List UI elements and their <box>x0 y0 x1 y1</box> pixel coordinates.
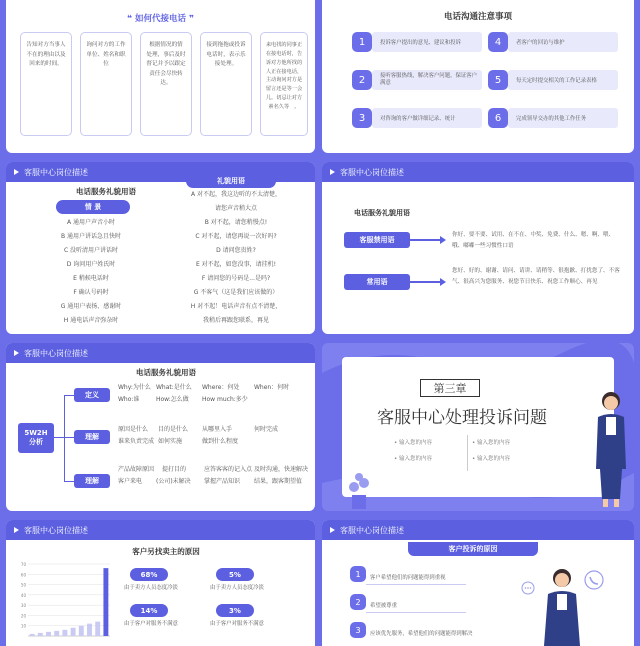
bar <box>38 633 43 636</box>
y-tick-label: 60 <box>20 572 26 578</box>
info-box: 告知对方当事人不在的理由以及回来的时间。 <box>20 32 72 136</box>
scenario-item: H 通电话声音弥杂时 <box>63 317 119 324</box>
scenario-item: D 询问用户姓氏时 <box>66 261 116 268</box>
bar <box>62 630 67 636</box>
scenario-item: G 通用户表扬、感谢时 <box>60 303 122 310</box>
connector <box>54 437 64 438</box>
slide-header: 客服中心岗位描述 <box>6 162 315 182</box>
note-item: 投诉客户提出的意见、建议和投诉 <box>372 32 482 52</box>
common-label: 常用语 <box>344 274 410 290</box>
slide-5w2h <box>6 343 315 511</box>
scenario-item: A 通用户声音小时 <box>66 219 115 226</box>
phrase-item: E 对不起，如您没事，请挂机! <box>195 261 277 268</box>
slide-title: 电话服务礼貌用语 <box>76 187 136 196</box>
note-item: 者客户的回访与维护 <box>508 32 618 52</box>
connector <box>64 437 74 438</box>
cell: 掌握产品知识 <box>204 478 241 485</box>
y-tick-label: 50 <box>20 582 26 588</box>
y-tick-label: 70 <box>20 562 26 567</box>
cell: How:怎么做 <box>156 396 189 403</box>
arrow-icon <box>440 236 446 244</box>
slide-header: 客服中心岗位描述 <box>6 343 315 363</box>
cell: 客户来电 <box>118 478 143 485</box>
slide-title: 电话沟通注意事项 <box>443 12 512 22</box>
cell: 应答客客的记入点 <box>204 466 253 473</box>
slide-polite-phrases <box>6 162 315 334</box>
cell: 及时沟通，快速解决 <box>254 466 309 473</box>
slide-title: ❝ 如何代接电话 ❞ <box>127 14 194 24</box>
stat-text: 由于卖方人员态度冷淡 <box>210 585 264 591</box>
reason-text: 希望被尊重 <box>370 603 397 609</box>
triangle-icon <box>14 527 19 533</box>
phrase-item: B 对不起，请您稍慢点! <box>204 219 268 226</box>
5w2h-box: 5W2H 分析 <box>18 423 54 453</box>
title-pill: 客户投诉的原因 <box>408 542 538 556</box>
note-item: 每天定时提交相关的工作记录表格 <box>508 70 618 90</box>
slide-title: 客户另找卖主的原因 <box>132 547 200 556</box>
phrase-item: 请您声音稍大点 <box>214 205 257 212</box>
cell: 做到什么程度 <box>202 438 239 445</box>
bar <box>54 631 59 636</box>
understand-label: 理解 <box>74 430 110 444</box>
arrow-line <box>410 239 440 241</box>
stat-pill: 14% <box>130 604 168 617</box>
slide-header: 客服中心岗位描述 <box>322 520 634 540</box>
cell: 何时完成 <box>254 426 279 433</box>
bullet: • 输入您的内容 <box>394 440 433 446</box>
forbidden-label: 客服禁用语 <box>344 232 410 248</box>
slide-phrase-rules <box>322 162 634 334</box>
cell: 目的是什么 <box>158 426 189 433</box>
bar <box>71 628 76 636</box>
note-item: 完成领导交办的其他工作任务 <box>508 108 618 128</box>
cell: 谁来负责完成 <box>118 438 155 445</box>
number-badge: 4 <box>488 32 508 52</box>
slide-chapter-3 <box>322 343 634 511</box>
cell: 原因是什么 <box>118 426 149 433</box>
underline <box>366 584 466 585</box>
bar <box>103 568 108 636</box>
cell: 产品故障原因 <box>118 466 155 473</box>
phrase-item: G 不客气（这是我们应该做的） <box>193 289 279 296</box>
number-badge: 5 <box>488 70 508 90</box>
chapter-title: 客服中心处理投诉问题 <box>377 408 547 428</box>
slide-call-notes <box>322 0 634 153</box>
connector <box>64 395 65 481</box>
reason-text: 客户希望他们的问题能得到重视 <box>370 575 446 581</box>
reason-text: 应该优先服务，希望他们的问题能得到解决 <box>370 631 473 637</box>
info-box: 来电找的同事正在接电话时，告诉对方他所找的人正在接电话，主动询问对方是留言还是等一会儿。切忌让对方素名久等 。 <box>260 32 308 136</box>
connector <box>64 481 74 482</box>
plant-icon <box>344 471 374 511</box>
bullet: • 输入您的内容 <box>472 456 511 462</box>
note-item: 对咨询的客户做详细记录、统计 <box>372 108 482 128</box>
note-item: 接听客服热线，解决客户问题，保证客户满意 <box>372 70 482 90</box>
number-badge: 2 <box>352 70 372 90</box>
bar <box>46 632 51 636</box>
cell: Where：何处 <box>202 384 240 391</box>
stat-pill: 68% <box>130 568 168 581</box>
y-tick-label: 10 <box>20 623 26 629</box>
phrase-pill: 礼貌用语 <box>186 174 276 188</box>
phrase-item: C 对不起，请您再说一次好吗? <box>195 233 277 240</box>
slide-proxy-call <box>6 0 315 153</box>
cell: Who:谁 <box>118 396 140 403</box>
bar-chart <box>14 560 114 644</box>
woman-figure <box>586 389 634 509</box>
cell: 从哪里入手 <box>202 426 233 433</box>
phrase-item: 我稍后再跟您联系，再见 <box>202 317 269 324</box>
woman-figure <box>532 564 592 646</box>
number-badge: 3 <box>352 108 372 128</box>
cell: 结果，跟客期望值 <box>254 478 303 485</box>
define-label: 定义 <box>74 388 110 402</box>
info-box: 接到拖拖或投诉电话时，表示乐接处理。 <box>200 32 252 136</box>
scenario-item: E 稍候电话时 <box>73 275 109 282</box>
chat-bubble-icon <box>520 580 536 596</box>
underline <box>366 612 466 613</box>
triangle-icon <box>14 350 19 356</box>
y-tick-label: 30 <box>20 603 26 609</box>
cell: When：何时 <box>254 384 290 391</box>
info-box: 根据情况的情 处理，事后及时督记并予以跟定责任会尽快转达。 <box>140 32 192 136</box>
scenario-item: B 通用户讲话急且快时 <box>60 233 122 240</box>
common-text: 您好、好的、谢谢、请问、请讲、请稍等、很抱歉、打扰您了、不客气、很高兴为您服务、祝您节日快乐、祝您工作顺心、再见 <box>452 268 620 285</box>
divider <box>467 435 468 471</box>
y-tick-label: 40 <box>20 592 26 598</box>
phrase-item: F 请问您的号码是...是吗? <box>201 275 271 282</box>
slide-reasons-chart <box>6 520 315 646</box>
slide-title: 电话服务礼貌用语 <box>354 209 410 217</box>
slide-header: 客服中心岗位描述 <box>6 520 315 540</box>
cell: 提打目的 <box>162 466 187 473</box>
bar <box>95 622 100 636</box>
number-badge: 6 <box>488 108 508 128</box>
cell: (公司)未解决 <box>156 478 191 485</box>
cell: What:是什么 <box>156 384 192 391</box>
cell: Why:为什么 <box>118 384 151 391</box>
bar <box>79 626 84 636</box>
cell: 如何实施 <box>158 438 183 445</box>
stat-text: 由于卖方人员态度冷淡 <box>124 585 178 591</box>
phrase-item: A 对不起，我这边听的不太清楚， <box>190 191 281 198</box>
number-badge: 2 <box>350 594 366 610</box>
slide-complaint-reasons <box>322 520 634 646</box>
arrow-icon <box>440 278 446 286</box>
triangle-icon <box>330 169 335 175</box>
y-tick-label: 20 <box>20 613 26 619</box>
stat-pill: 3% <box>216 604 254 617</box>
scenario-pill: 情 景 <box>56 200 130 214</box>
phone-bubble-icon <box>584 570 604 590</box>
understand-label-2: 理解 <box>74 474 110 488</box>
number-badge: 1 <box>352 32 372 52</box>
slide-title: 电话服务礼貌用语 <box>136 368 196 377</box>
stat-pill: 5% <box>216 568 254 581</box>
chapter-label: 第三章 <box>420 379 480 397</box>
forbidden-text: 你好、要不要、试用、在不在、中奖、免费、什么、嗯、啊、喂、哦、嘟嘟一些习惯性口语 <box>452 232 615 249</box>
arrow-line <box>410 281 440 283</box>
info-box: 询问对方的工作单位、姓名和职位 <box>80 32 132 136</box>
bullet: • 输入您的内容 <box>394 456 433 462</box>
quote-icon: ❝ <box>127 14 135 24</box>
number-badge: 3 <box>350 622 366 638</box>
bullet: • 输入您的内容 <box>472 440 511 446</box>
scenario-item: F 确认号码时 <box>73 289 109 296</box>
stat-text: 由于客户对服务不满意 <box>210 621 264 627</box>
slide-header: 客服中心岗位描述 <box>322 162 634 182</box>
phrase-item: H 对不起！电话声音有点不清楚， <box>190 303 282 310</box>
stat-text: 由于客户对服务不满意 <box>124 621 178 627</box>
connector <box>64 395 74 396</box>
triangle-icon <box>14 169 19 175</box>
bar <box>30 634 35 636</box>
phrase-item: D 请问您贵姓? <box>216 247 256 254</box>
cell: How much:多少 <box>202 396 248 403</box>
number-badge: 1 <box>350 566 366 582</box>
quote-icon: ❞ <box>186 14 194 24</box>
bar <box>87 624 92 636</box>
triangle-icon <box>330 527 335 533</box>
scenario-item: C 没听清用户讲话时 <box>63 247 119 254</box>
